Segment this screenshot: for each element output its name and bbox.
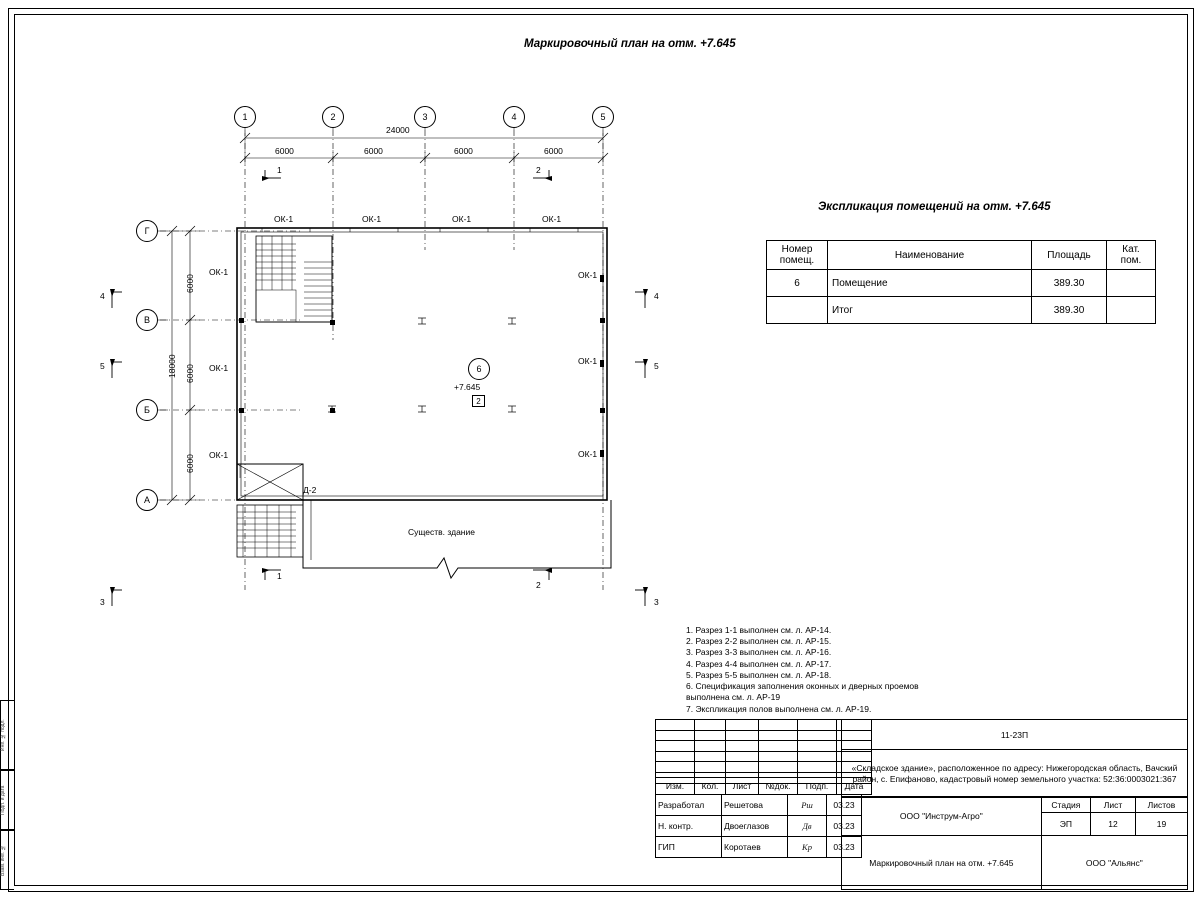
left-margin-cell: Взам. инв. №: [0, 830, 14, 890]
notes-block: [686, 625, 986, 715]
dimension-span: 6000: [185, 274, 195, 293]
object-description: «Складское здание», расположенное по адресу: Нижегородская область, Вачский район, с. Епифаново, кадастровый номер земельного участка: 52:36:0003021:367: [842, 750, 1188, 798]
col-header-izm: Изм.: [656, 777, 695, 794]
section-mark-label-3: 3: [654, 597, 659, 607]
window-label-ok1: ОК-1: [542, 214, 562, 224]
role-person: Коротаев: [722, 836, 788, 857]
note-item: 1. Разрез 1-1 выполнен см. л. АР-14.: [686, 625, 832, 635]
role-signature: Дв: [788, 815, 827, 836]
cell-name: Помещение: [828, 270, 1032, 297]
window-label-ok1: ОК-1: [209, 450, 229, 460]
section-mark-label-5: 5: [100, 361, 105, 371]
dimension-span: 6000: [544, 146, 563, 156]
role-label: ГИП: [656, 836, 722, 857]
role-date: 03.23: [827, 815, 862, 836]
sheet-value: 12: [1091, 813, 1136, 836]
axis-bubble-v: В: [136, 309, 158, 331]
cell-cat: [1107, 270, 1156, 297]
window-label-ok1: ОК-1: [578, 449, 598, 459]
role-date: 03.23: [827, 836, 862, 857]
axis-bubble-a: А: [136, 489, 158, 511]
role-signature: Кр: [788, 836, 827, 857]
dimension-total-top: 24000: [386, 125, 410, 135]
stamp-bottom: [841, 796, 1188, 890]
existing-building-label: Существ. здание: [408, 527, 475, 537]
table-header-row: [767, 241, 1156, 270]
dimension-span: 6000: [454, 146, 473, 156]
table-row: [767, 270, 1156, 297]
axis-bubble-g: Г: [136, 220, 158, 242]
col-header-data: Дата: [837, 777, 872, 794]
col-header-kol: Кол.: [695, 777, 726, 794]
window-label-ok1: ОК-1: [452, 214, 472, 224]
col-header-ndok: №док.: [759, 777, 798, 794]
role-signature: Рш: [788, 794, 827, 815]
sheets-value: 19: [1135, 813, 1187, 836]
cell-area: 389.30: [1032, 297, 1107, 324]
axis-bubble-4: 4: [503, 106, 525, 128]
col-header-list: Лист: [726, 777, 759, 794]
role-date: 03.23: [827, 794, 862, 815]
section-mark-label-5: 5: [654, 361, 659, 371]
stamp-role-rows: [655, 794, 862, 858]
room-category-box: 2: [472, 395, 485, 407]
dimension-total-left: 18000: [167, 354, 177, 378]
project-code: 11-23П: [842, 720, 1188, 750]
left-margin-strip: [0, 0, 14, 900]
stage-label: Стадия: [1041, 797, 1090, 813]
section-mark-label-1: 1: [277, 571, 282, 581]
role-person: Решетова: [722, 794, 788, 815]
role-person: Двоеглазов: [722, 815, 788, 836]
stamp-column-headers: [655, 777, 872, 795]
cell-area: 389.30: [1032, 270, 1107, 297]
customer-name: ООО "Инструм-Агро": [842, 797, 1042, 836]
section-mark-label-2: 2: [536, 165, 541, 175]
axis-bubble-1: 1: [234, 106, 256, 128]
dimension-span: 6000: [185, 364, 195, 383]
left-margin-cell: Подп. и дата: [0, 770, 14, 830]
room-number-bubble: 6: [468, 358, 490, 380]
sheet-label: Лист: [1091, 797, 1136, 813]
cell-cat: [1107, 297, 1156, 324]
column-header-name: Наименование: [828, 241, 1032, 270]
axis-bubble-b: Б: [136, 399, 158, 421]
cell-number: 6: [767, 270, 828, 297]
role-label: Разработал: [656, 794, 722, 815]
section-mark-label-4: 4: [100, 291, 105, 301]
title-block: [655, 719, 1188, 886]
column-header-number: Номер помещ.: [767, 241, 828, 270]
col-header-podp: Подп.: [798, 777, 837, 794]
column-header-cat: Кат. пом.: [1107, 241, 1156, 270]
stamp-right: [841, 719, 1188, 798]
explication-table: [766, 240, 1156, 324]
column-header-area: Площадь: [1032, 241, 1107, 270]
dimension-span: 6000: [275, 146, 294, 156]
note-item: 4. Разрез 4-4 выполнен см. л. АР-17.: [686, 658, 832, 669]
note-item: 7. Экспликация полов выполнена см. л. АР-19.: [686, 703, 872, 714]
note-item: 6. Спецификация заполнения оконных и дверных проемов выполнена см. л. АР-19: [686, 681, 919, 703]
drawing-name: Маркировочный план на отм. +7.645: [842, 836, 1042, 890]
sheets-label: Листов: [1135, 797, 1187, 813]
cell-name: Итог: [828, 297, 1032, 324]
designer-company: ООО "Альянс": [1041, 836, 1187, 890]
note-item: 3. Разрез 3-3 выполнен см. л. АР-16.: [686, 647, 832, 658]
role-label: Н. контр.: [656, 815, 722, 836]
dimension-span: 6000: [364, 146, 383, 156]
window-label-ok1: ОК-1: [362, 214, 382, 224]
window-label-ok1: ОК-1: [274, 214, 294, 224]
revision-grid: [655, 719, 872, 784]
stage-value: ЭП: [1041, 813, 1090, 836]
note-item: 2. Разрез 2-2 выполнен см. л. АР-15.: [686, 636, 832, 647]
section-mark-label-3: 3: [100, 597, 105, 607]
left-margin-cell: Инв. № подл.: [0, 700, 14, 770]
table-row: [767, 297, 1156, 324]
cell-number: [767, 297, 828, 324]
door-label-d2: Д-2: [303, 485, 317, 495]
window-label-ok1: ОК-1: [209, 363, 229, 373]
axis-bubble-5: 5: [592, 106, 614, 128]
dimension-span: 6000: [185, 454, 195, 473]
section-mark-label-4: 4: [654, 291, 659, 301]
axis-bubble-3: 3: [414, 106, 436, 128]
section-mark-label-2: 2: [536, 580, 541, 590]
window-label-ok1: ОК-1: [209, 267, 229, 277]
explication-title: Экспликация помещений на отм. +7.645: [818, 201, 1051, 213]
page-title: Маркировочный план на отм. +7.645: [524, 38, 736, 50]
section-mark-label-1: 1: [277, 165, 282, 175]
note-item: 5. Разрез 5-5 выполнен см. л. АР-18.: [686, 669, 832, 680]
room-level-label: +7.645: [454, 382, 481, 392]
axis-bubble-2: 2: [322, 106, 344, 128]
window-label-ok1: ОК-1: [578, 270, 598, 280]
window-label-ok1: ОК-1: [578, 356, 598, 366]
